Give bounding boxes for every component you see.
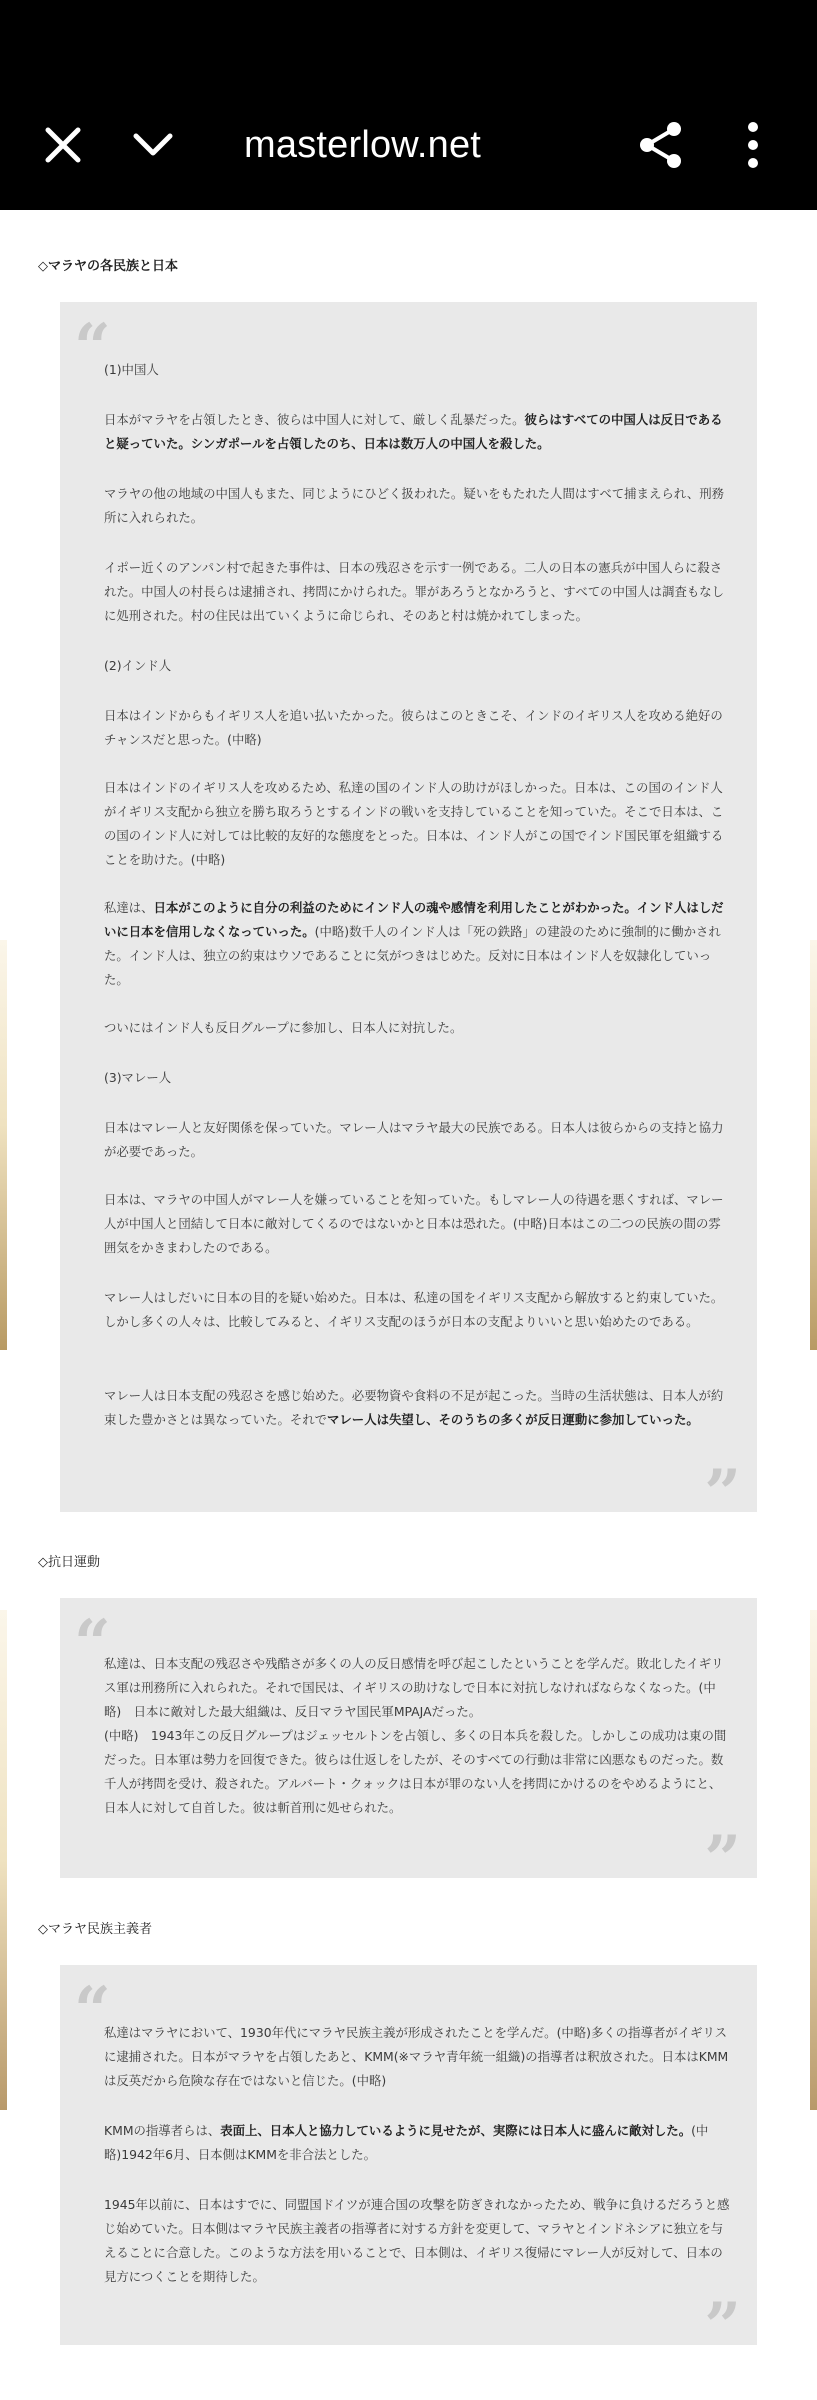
share-icon[interactable]: [634, 118, 688, 172]
paragraph: 私達はマラヤにおいて、1930年代にマラヤ民族主義が形成されたことを学んだ。(中略)多くの指導者がイギリスに逮捕された。日本がマラヤを占領したあと、KMM(※マラヤ青年統一組織)の指導者は釈放された。日本はKMMは反英だから危険な存在ではないと信じた。(中略): [104, 2025, 729, 2088]
chevron-down-icon[interactable]: [126, 118, 180, 172]
paragraph: マレー人はしだいに日本の目的を疑い始めた。日本は、私達の国をイギリス支配から解放すると約束していた。しかし多くの人々は、比較してみると、イギリス支配のほうが日本の支配よりいいと思い始めたのである。: [104, 1290, 724, 1329]
paragraph: (中略) 1943年この反日グループはジェッセルトンを占領し、多くの日本兵を殺した。しかしこの成功は東の間だった。日本軍は勢力を回復できた。彼らは仕返しをしたが、そのすべての行動は非常に凶悪なものだった。数千人が拷問を受け、殺された。アルバート・クォックは日本が罪のない人を拷問にかけるのをやめるようにと、日本人に対して自首した。彼は斬首刑に処せられた。: [104, 1728, 727, 1815]
more-vert-icon[interactable]: [722, 118, 776, 172]
paragraph: KMMの指導者らは、表面上、日本人と協力しているように見せたが、実際には日本人に盛んに敵対した。(中略)1942年6月、日本側はKMMを非合法とした。: [104, 2123, 709, 2162]
quote-block: [60, 1965, 757, 2364]
close-icon[interactable]: [36, 118, 90, 172]
paragraph: (3)マレー人: [104, 1070, 172, 1085]
decorative-side-image: [0, 1610, 7, 2110]
quote-block: [60, 302, 757, 1531]
paragraph: 日本がマラヤを占領したとき、彼らは中国人に対して、厳しく乱暴だった。彼らはすべての中国人は反日であると疑っていた。シンガポールを占領したのち、日本は数万人の中国人を殺した。: [104, 412, 723, 451]
paragraph: マレー人は日本支配の残忍さを感じ始めた。必要物資や食料の不足が起こった。当時の生活状態は、日本人が約束した豊かさとは異なっていた。それでマレー人は失望し、そのうちの多くが反日運動に参加していった。: [104, 1388, 724, 1427]
section-heading-nationalists: ◇マラヤ民族主義者: [38, 1922, 152, 1937]
decorative-side-image: [810, 940, 817, 1350]
close-quote-icon: ”: [704, 1456, 741, 1531]
paragraph: ついにはインド人も反日グループに参加し、日本人に対抗した。: [104, 1020, 463, 1035]
open-quote-icon: “: [74, 310, 111, 385]
paragraph: 私達は、日本がこのように自分の利益のためにインド人の魂や感情を利用したことがわかった。インド人はしだいに日本を信用しなくなっていった。(中略)数千人のインド人は「死の鉄路」の建設のために強制的に働かされた。インド人は、独立の約束はウソであることに気がつきはじめた。反対に日本はインド人を奴隷化していった。: [104, 900, 724, 987]
close-quote-icon: ”: [704, 1822, 741, 1897]
paragraph: マラヤの他の地域の中国人もまた、同じようにひどく扱われた。疑いをもたれた人間はすべて捕まえられ、刑務所に入れられた。: [104, 486, 725, 525]
paragraph: (1)中国人: [104, 362, 159, 377]
paragraph: 日本はマレー人と友好関係を保っていた。マレー人はマラヤ最大の民族である。日本人は彼らからの支持と協力が必要であった。: [104, 1120, 724, 1159]
paragraph: 日本は、マラヤの中国人がマレー人を嫌っていることを知っていた。もしマレー人の待遇を悪くすれば、マレー人が中国人と団結して日本に敵対してくるのではないかと日本は恐れた。(中略)日本はこの二つの民族の間の雰囲気をかきまわしたのである。: [104, 1192, 724, 1255]
paragraph: 1945年以前に、日本はすでに、同盟国ドイツが連合国の攻撃を防ぎきれなかったため、戦争に負けるだろうと感じ始めていた。日本側はマラヤ民族主義者の指導者に対する方針を変更して、マラヤとインドネシアに独立を与えることに合意した。このような方法を用いることで、日本側は、イギリス復帰にマレー人が反対して、日本の見方につくことを期待した。: [104, 2197, 730, 2284]
paragraph: (2)インド人: [104, 658, 172, 673]
paragraph: 日本はインドのイギリス人を攻めるため、私達の国のインド人の助けがほしかった。日本は、この国のインド人がイギリス支配から独立を勝ち取ろうとするインドの戦いを支持していることを知っていた。そこで日本は、この国のインド人に対しては比較的友好的な態度をとった。日本は、インド人がこの国でインド国民軍を組織することを助けた。(中略): [104, 780, 724, 867]
site-url-title[interactable]: masterlow.net: [244, 124, 482, 166]
quote-block: [60, 1598, 757, 1897]
open-quote-icon: “: [74, 1973, 111, 2048]
paragraph: 日本はインドからもイギリス人を追い払いたかった。彼らはこのときこそ、インドのイギリス人を攻める絶好のチャンスだと思った。(中略): [104, 708, 723, 747]
open-quote-icon: “: [74, 1606, 111, 1681]
decorative-side-image: [0, 940, 7, 1350]
paragraph: 私達は、日本支配の残忍さや残酷さが多くの人の反日感情を呼び起こしたということを学んだ。敗北したイギリス軍は刑務所に入れられた。それで国民は、イギリスの助けなしで日本に対抗しなければならなくなった。(中略) 日本に敵対した最大組織は、反日マラヤ国民軍MPAJAだった。: [104, 1656, 724, 1719]
paragraph: イポー近くのアンパン村で起きた事件は、日本の残忍さを示す一例である。二人の日本の憲兵が中国人らに殺された。中国人の村長らは逮捕され、拷問にかけられた。罪があろうとなかろうと、すべての中国人は調査もなしに処刑された。村の住民は出ていくように命じられ、そのあと村は焼かれてしまった。: [104, 560, 725, 623]
section-heading-ethnic-groups: ◇マラヤの各民族と日本: [38, 259, 178, 274]
browser-toolbar: [0, 0, 817, 210]
close-quote-icon: ”: [704, 2289, 741, 2364]
section-heading-anti-japanese: ◇抗日運動: [38, 1555, 100, 1570]
decorative-side-image: [810, 1610, 817, 2110]
